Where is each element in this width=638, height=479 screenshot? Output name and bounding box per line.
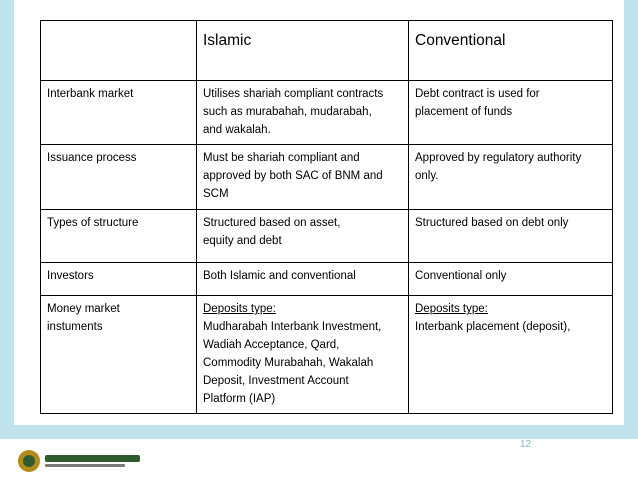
row-label: Interbank market	[41, 81, 197, 145]
cell-line: Interbank placement (deposit),	[415, 321, 571, 334]
row-label: Investors	[41, 263, 197, 296]
table-row	[41, 296, 613, 414]
frame-right-border	[624, 0, 638, 425]
cell-line: Utilises shariah compliant contracts	[203, 88, 384, 100]
cell-line: Wadiah Acceptance, Qard,	[203, 339, 340, 352]
cell-line: Mudharabah Interbank Investment,	[203, 321, 382, 334]
logo-wordmark	[45, 455, 140, 467]
islamic-cell	[197, 210, 409, 263]
row-label	[41, 296, 197, 414]
header-islamic: Islamic	[197, 21, 409, 81]
cell-line: Deposit, Investment Account	[203, 374, 349, 387]
university-seal-icon	[18, 450, 40, 472]
frame-left-border	[0, 0, 14, 425]
page-number: 12	[520, 439, 532, 450]
table-row	[41, 81, 613, 145]
cell-line: instuments	[47, 321, 103, 334]
islamic-cell	[197, 263, 409, 296]
cell-line: placement of funds	[415, 105, 513, 118]
cell-line: SCM	[203, 188, 229, 201]
cell-line: such as murabahah, mudarabah,	[203, 105, 372, 118]
islamic-cell	[197, 81, 409, 145]
header-conventional: Conventional	[409, 21, 613, 81]
cell-line: equity and debt	[203, 235, 282, 248]
conventional-cell	[409, 145, 613, 210]
table-row	[41, 145, 613, 210]
conventional-cell	[409, 296, 613, 414]
conventional-cell	[409, 210, 613, 263]
table-row	[41, 263, 613, 296]
row-label: Types of structure	[41, 210, 197, 263]
university-logo	[18, 446, 148, 476]
table-row	[41, 210, 613, 263]
cell-line: and wakalah.	[203, 123, 271, 136]
cell-line: only.	[415, 170, 439, 183]
cell-line: approved by both SAC of BNM and	[203, 170, 383, 183]
conventional-cell	[409, 81, 613, 145]
conventional-cell	[409, 263, 613, 296]
cell-line: Structured based on asset,	[203, 217, 341, 230]
cell-line: Conventional only	[415, 270, 507, 283]
row-label: Issuance process	[41, 145, 197, 210]
cell-line: Money market	[47, 303, 120, 316]
comparison-table	[40, 20, 613, 414]
cell-line: Approved by regulatory authority	[415, 152, 582, 165]
islamic-cell	[197, 145, 409, 210]
cell-line: Platform (IAP)	[203, 392, 276, 405]
table-header-row	[41, 21, 613, 81]
cell-line: Both Islamic and conventional	[203, 270, 356, 283]
cell-line: Structured based on debt only	[415, 217, 569, 230]
deposits-type-title: Deposits type:	[203, 303, 276, 316]
cell-line: Debt contract is used for	[415, 88, 540, 100]
frame-bottom-border	[0, 425, 638, 439]
header-empty-cell	[41, 21, 197, 81]
cell-line: Commodity Murabahah, Wakalah	[203, 356, 374, 369]
cell-line: Must be shariah compliant and	[203, 152, 360, 165]
islamic-cell	[197, 296, 409, 414]
deposits-type-title: Deposits type:	[415, 303, 488, 316]
